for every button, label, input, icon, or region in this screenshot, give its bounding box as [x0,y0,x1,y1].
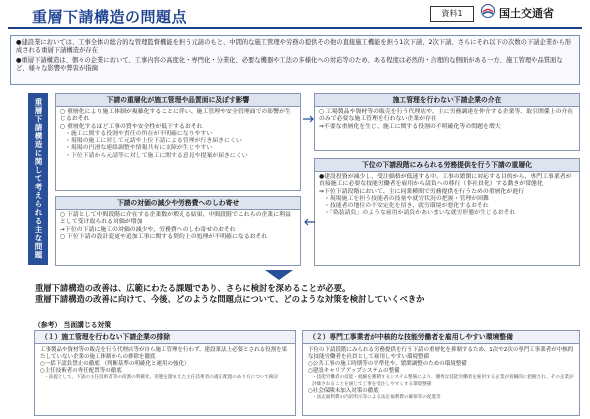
side-label: 重層下請構造に関して考えられる主な問題 [28,93,48,265]
reference-heading: （１）施工管理を行わない下請企業の排除 [35,331,295,344]
reference-item: ○一括下請負禁止の徹底 （判断基準の明確化と運用の強化） [40,360,190,367]
reference-label: （参考） 当面講じる対策 [34,321,112,329]
panel-cost-squeeze [55,196,301,266]
conclusion-line: 重層下請構造の改善に向けて、今後、どのような問題点について、どのような対策を検討していくべきか [35,294,425,304]
reference-item: ○主任技術者の専任配置等の徹底 [40,367,122,374]
reference-panel-left [34,330,296,416]
panel-item: →下位の下請に施工の対価の減少や、労務費へのしわ寄せのおそれ [60,226,236,233]
reference-panel-right [302,330,580,416]
panel-heading: 下請の重層化が施工管理や品質面に及ぼす影響 [56,94,300,107]
reference-item: 下位の下請段階にみられる労務提供を行う下請の重層化を抑制するため、1次や2次の専門工事業者が中核的な技能労働者を社員として雇用しやすい環境整備 [308,347,574,360]
ministry-name: 国土交通省 [499,7,554,20]
connector-arrow-icon [302,215,316,229]
title-rule [8,27,582,29]
reference-item: ・前提として、下請の主任技術者等の役割の明確化、実態を踏まえた主任技術者の適正配置のあり方について検討 [44,374,279,380]
down-arrow-icon [265,270,293,280]
panel-item: ・施工に関する役割や責任の所在が不明確になりやすい [65,130,213,137]
reference-item: ・技能労働者の技能・経験を蓄積するシステム整備により、優秀な技能労働者を雇用する企業が客観的に把握され、その企業が評価されることを通じて工事を受注しやすくする環境整備 [312,374,574,387]
panel-item: ・現場施工を担う技能者の技量や就労状況の把握・管理が困難 [324,195,489,202]
panel-no-management [314,93,580,151]
intro-box [10,35,580,85]
ministry-logo-icon [481,4,495,18]
panel-heading: 下位の下請段階にみられる労務提供を行う下請の重層化 [315,159,579,172]
panel-item: ⇒不要な重層化を生じ、施工に関する役割の不明確化等の問題を増大 [319,123,501,130]
connector-arrow-icon [302,112,316,126]
intro-item: ●建設業においては、工事全体の総合的な管理監督機能を担う元請のもと、中間的な施工管理や労務の提供その他の直接施工機能を担う1次下請、2次下請、さらにそれ以下の次数の下請企業から形成される重層下請構造が存在 [16,39,572,55]
reference-heading: （２）専門工事業者が中核的な技能労働者を雇用しやすい環境整備 [303,331,579,344]
panel-item: ・「偽装請負」のような雇用か請負かあいまいな就労形態が生じるおそれ [324,210,516,217]
panel-quality-impact [55,93,301,191]
page-title: 重層下請構造の問題点 [32,8,188,26]
reference-item: 工事製品や資材等の販売を行う代理店等が自ら施工管理を行わず、建設業法上必要とされる役割を果たしていない企業の施工体制からの排除を徹底 [40,347,288,360]
document-label: 資料1 [430,6,474,22]
panel-item: ○ 重層化するほど工事の質や安全性が低下するおそれ [60,123,203,130]
panel-item: ○ 下位下請の設計変更や追加工事に関する契約上の処理が不明確になるおそれ [60,233,268,240]
panel-item: ○ 重層化により施工体制が複雑化することに伴い、施工管理や安全管理面での影響が生じるおそれ [60,109,291,123]
panel-item: ・技能者の地位の不安定化を招き、就労環境が悪化するおそれ [324,203,489,210]
reference-item: ○社会保険未加入対策の徹底 [308,388,379,395]
panel-heading: 下請の対価の減少や労務費へのしわ寄せ [56,197,300,210]
panel-skilled-labor [314,158,580,266]
intro-item: ●重層下請構造は、個々の企業において、工事内容の高度化・専門化・分業化、必要な機器や工法の多様化への対応等のため、ある程度は必然的・合理的な側面がある一方、施工管理や品質面など、様々な影響や弊害が指摘 [16,56,563,73]
panel-item: ・下位下請から元請等に対して施工に関する意見や提案が届きにくい [65,152,248,159]
panel-heading: 施工管理を行わない下請企業の介在 [315,94,579,107]
panel-item: ○ 下請として中間段階に介在する企業数が増える結果、中間段階でこれらの企業に利益として受け取られる対価が増加 [60,212,291,226]
conclusion [35,283,575,305]
reference-item: ・法定福利費の内訳明示等による法定福利費の確保等の促進等 [312,395,441,401]
panel-item: ・現場の施工に対して元請や上位下請による管理が行き届きにくい [65,138,242,145]
panel-item: ○ 工場製品や資材等の販売を行う代理店や、主に労務調達を仲介する企業等、取引関係上の介在のみで必要な施工管理を行わない企業が存在 [319,109,574,123]
panel-item: ・現場の円滑な連絡調整や情報共有に支障が生じやすい [65,145,213,152]
panel-item: ⇒下位下請段階において、主に同業種間で労務提供を行うための重層化が進行 [319,188,525,195]
panel-item: ●建設投資が減少し、受注価格が低迷する中、工事の繁閑に対応する目的から、専門工事業者が直接施工に必要な技能労働者を雇用から請負への移行（非社員化）する動きが常態化 [319,174,572,188]
reference-item: ○公共工事の施工時期等の平準化や、繁閑調整のための環境整備 [308,360,467,367]
conclusion-line: 重層下請構造の改善は、広範にわたる課題であり、さらに検討を深めることが必要。 [35,283,351,293]
reference-item: ○建設キャリアアップシステムの整備 [308,367,400,374]
